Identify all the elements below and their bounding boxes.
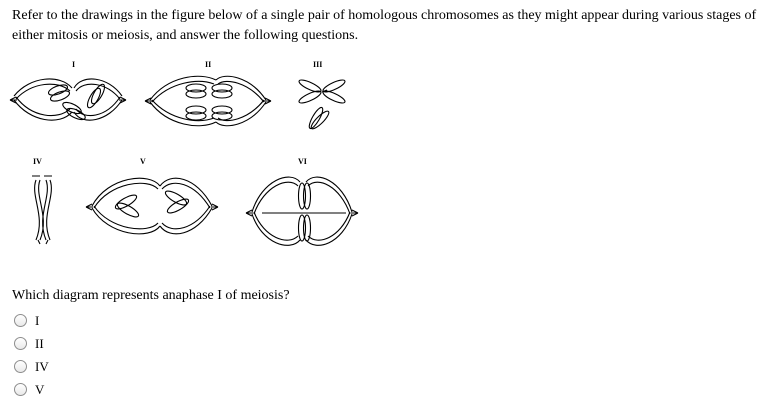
figure-label-i: I (72, 60, 76, 69)
radio-button[interactable] (14, 360, 27, 373)
question-intro-text: Refer to the drawings in the figure below of a single pair of homologous chromosomes as they might appear during various stages of either mitosis or meiosis, and answer the following questions. (12, 8, 757, 43)
diagram-iii (298, 78, 347, 131)
answer-options (14, 309, 49, 401)
answer-option-label: IV (35, 358, 49, 374)
diagram-i (10, 79, 126, 122)
figure-label-vi: VI (298, 157, 307, 166)
answer-option-i[interactable] (14, 309, 49, 332)
figure-label-ii: II (205, 60, 212, 69)
diagram-iv (32, 176, 52, 244)
answer-option-ii[interactable] (14, 332, 49, 355)
diagram-v (86, 178, 218, 234)
answer-option-label: V (35, 381, 45, 397)
radio-button[interactable] (14, 314, 27, 327)
diagram-ii (145, 76, 271, 125)
answer-option-v[interactable] (14, 378, 49, 401)
answer-option-iv[interactable] (14, 355, 49, 378)
diagram-vi (246, 177, 358, 245)
figure-label-iv: IV (33, 157, 42, 166)
radio-button[interactable] (14, 383, 27, 396)
figure-label-iii: III (313, 60, 323, 69)
radio-button[interactable] (14, 337, 27, 350)
chromosome-drawings (0, 56, 380, 256)
question-text: Which diagram represents anaphase I of meiosis? (12, 288, 290, 303)
figure-label-v: V (140, 157, 146, 166)
answer-option-label: I (35, 312, 40, 328)
chromosome-figure (0, 56, 380, 256)
answer-option-label: II (35, 335, 44, 351)
